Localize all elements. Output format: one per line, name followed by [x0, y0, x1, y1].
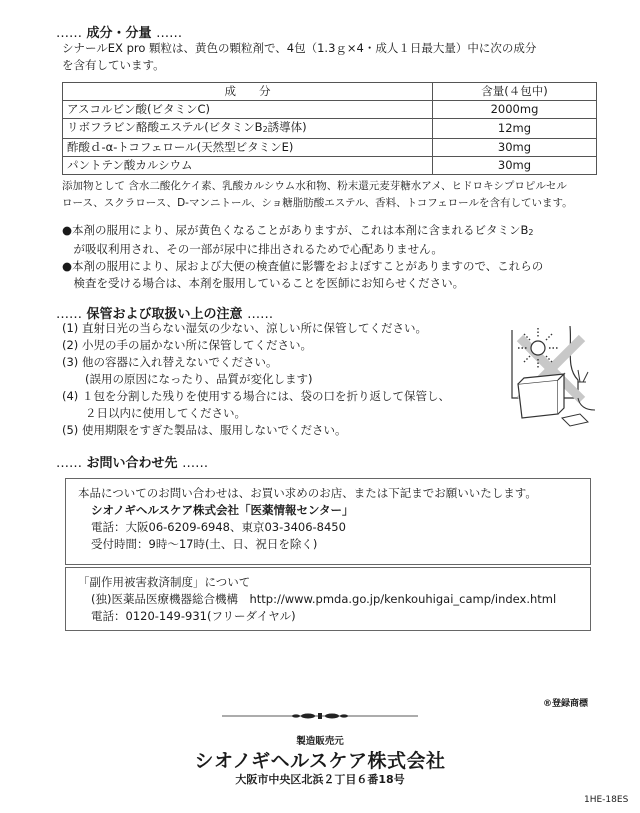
inquiry-content — [78, 485, 537, 553]
storage-item: ２日以内に使用してください。 — [62, 406, 246, 420]
intro-line: シナールEX pro 顆粒は、黄色の顆粒剤で、4包（1.3ｇ×4・成人１日最大量）中に次の成分 — [62, 41, 537, 55]
relief-org-line: (独)医薬品医療機器総合機構 http://www.pmda.go.jp/kenkouhigai_camp/index.html — [91, 592, 557, 606]
ingredient-amount: 2000mg — [433, 101, 597, 119]
relief-title: 「副作用被害救済制度」について — [78, 575, 251, 589]
relief-system-box — [65, 567, 591, 631]
company-contact: シオノギヘルスケア株式会社「医薬情報センター」 — [91, 503, 354, 517]
note-line — [62, 222, 543, 241]
header-amount: 含量(４包中) — [433, 83, 597, 101]
ingredient-amount: 12mg — [433, 119, 597, 139]
notes — [62, 222, 543, 292]
additives-text — [62, 178, 573, 212]
heading-text: 成分・分量 — [86, 26, 152, 41]
ingredient-name: アスコルビン酸(ビタミンC) — [63, 101, 433, 119]
note-line: が吸収利用され、その一部が尿中に排出されるためで心配ありません。 — [62, 242, 443, 256]
intro-text — [62, 40, 536, 74]
inquiry-box — [65, 478, 591, 565]
heading-dots: …… — [247, 307, 274, 322]
document-code: 1HE-18ES — [584, 795, 629, 805]
ingredient-name: 酢酸ｄ-α-トコフェロール(天然型ビタミンE) — [63, 139, 433, 157]
relief-phone-line: 電話：0120-149-931(フリーダイヤル) — [91, 609, 296, 623]
storage-item: (3) 他の容器に入れ替えないでください。 — [62, 355, 278, 369]
maker-address: 大阪市中央区北浜２丁目６番18号 — [235, 773, 405, 786]
note-line: 検査を受ける場合は、本剤を服用していることを医師にお知らせください。 — [62, 276, 465, 290]
intro-line: を含有しています。 — [62, 58, 165, 72]
ingredients-table — [62, 82, 597, 175]
ingredients-heading — [56, 22, 182, 41]
inquiry-heading — [56, 452, 208, 471]
ingredient-amount: 30mg — [433, 139, 597, 157]
registered-trademark: ®登録商標 — [543, 699, 589, 709]
ingredient-amount: 30mg — [433, 157, 597, 175]
name-part: 誘導体) — [267, 120, 307, 134]
maker-name: シオノギヘルスケア株式会社 — [194, 750, 446, 772]
additives-line: 添加物として 含水二酸化ケイ素、乳酸カルシウム水和物、粉末還元麦芽糖水アメ、ヒドロキシプロピルセル — [62, 180, 567, 192]
storage-item: (2) 小児の手の届かない所に保管してください。 — [62, 338, 312, 352]
storage-list — [62, 320, 450, 439]
table-row — [63, 119, 597, 139]
heading-dots: …… — [56, 26, 82, 41]
storage-item: (誤用の原因になったり、品質が変化します) — [62, 372, 313, 386]
hours-line: 受付時間：9時〜17時(土、日、祝日を除く) — [91, 537, 318, 551]
heading-dots: …… — [156, 26, 183, 41]
heading-dots: …… — [56, 307, 82, 322]
heading-dots: …… — [182, 456, 209, 471]
subscript: 2 — [262, 125, 268, 134]
storage-item: (4) １包を分割した残りを使用する場合には、袋の口を折り返して保管し、 — [62, 389, 450, 403]
no-direct-sunlight-icon — [500, 318, 595, 436]
heading-dots: …… — [56, 456, 82, 471]
additives-line: ロース、スクラロース、D-マンニトール、ショ糖脂肪酸エステル、香料、トコフェロールを含有しています。 — [62, 197, 573, 209]
heading-text: お問い合わせ先 — [86, 456, 178, 471]
subscript: 2 — [528, 228, 534, 237]
maker-label: 製造販売元 — [296, 736, 344, 747]
storage-item: (5) 使用期限をすぎた製品は、服用しないでください。 — [62, 423, 347, 437]
storage-item: (1) 直射日光の当らない湿気の少ない、涼しい所に保管してください。 — [62, 321, 427, 335]
table-row — [63, 139, 597, 157]
note-text: ●本剤の服用により、尿が黄色くなることがありますが、これは本剤に含まれるビタミンB — [62, 223, 529, 237]
ingredient-name: パントテン酸カルシウム — [63, 157, 433, 175]
relief-content — [78, 574, 556, 625]
heading-text: 保管および取扱い上の注意 — [86, 307, 243, 322]
table-row — [63, 157, 597, 175]
decorative-divider-icon — [222, 710, 418, 722]
name-part: リボフラビン酪酸エステル(ビタミンB — [67, 120, 263, 134]
table-row — [63, 101, 597, 119]
inquiry-line: 本品についてのお問い合わせは、お買い求めのお店、または下記までお願いいたします。 — [78, 486, 537, 500]
header-ingredient: 成 分 — [63, 83, 433, 101]
table-header-row — [63, 83, 597, 101]
phone-line: 電話：大阪06-6209-6948、東京03-3406-8450 — [91, 520, 346, 534]
note-line: ●本剤の服用により、尿および大便の検査値に影響をおよぼすことがありますので、これらの — [62, 259, 544, 273]
ingredient-name — [63, 119, 433, 139]
